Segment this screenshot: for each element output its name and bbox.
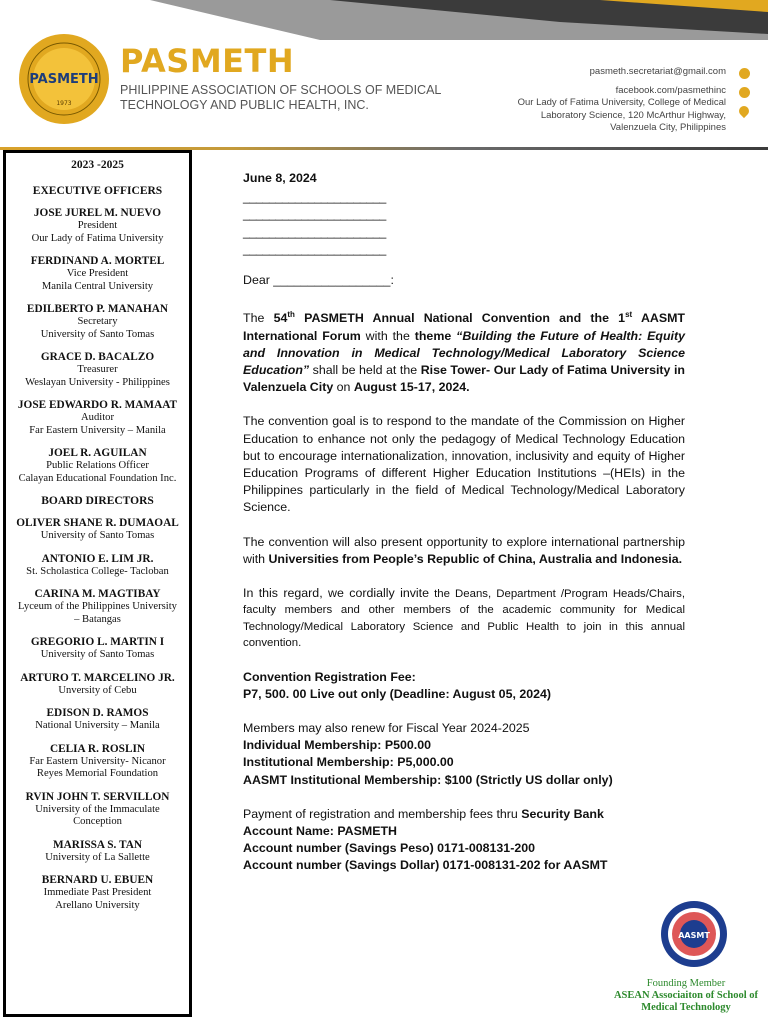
director-entry — [6, 636, 189, 662]
officer-entry — [6, 351, 189, 389]
director-entry — [6, 517, 189, 543]
aasmt-logo — [660, 900, 728, 968]
letter-date: June 8, 2024 — [243, 171, 317, 185]
founding-member-note — [606, 978, 766, 1014]
director-school: St. Scholastica College- Tacloban — [26, 565, 169, 577]
registration-fee-block — [243, 669, 685, 703]
paragraph-convention: The 54th PASMETH Annual National Convention and the 1st AASMT International Forum with the theme “Building the Future of Health: Equity and Innovation in Medical Technology/Medical Laboratory Science Education” shall be held at the Rise Tower- Our Lady of Fatima University in Valenzuela City on August 15-17, 2024. — [243, 310, 685, 395]
director-role: Immediate Past President — [43, 887, 152, 898]
aasmt-logo-text: AASMT — [678, 931, 710, 940]
director-name: CARINA M. MAGTIBAY — [34, 588, 161, 600]
director-entry — [6, 707, 189, 733]
director-school: Unversity of Cebu — [58, 684, 137, 696]
officer-role: Public Relations Officer — [46, 460, 149, 471]
director-name: MARISSA S. TAN — [52, 838, 143, 851]
account-peso: Account number (Savings Peso) 0171-008131-200 — [243, 841, 535, 856]
contact-block — [486, 66, 726, 135]
paragraph-invitation: In this regard, we cordially invite the Deans, Department /Program Heads/Chairs, faculty members and other members of the academic community for Medical Technology/Medical Laboratory Science and Public Health to join in this annual convention. — [243, 585, 685, 650]
officer-name: FERDINAND A. MORTEL — [30, 255, 165, 267]
contact-address-3: Valenzuela City, Philippines — [610, 122, 726, 133]
account-name: Account Name: PASMETH — [243, 824, 397, 839]
salutation: Dear _________________: — [243, 273, 394, 288]
director-name: BERNARD U. EBUEN — [41, 874, 154, 886]
officer-school: Far Eastern University – Manila — [29, 424, 166, 436]
account-dollar: Account number (Savings Dollar) 0171-008131-202 for AASMT — [243, 858, 608, 873]
officer-role: Treasurer — [77, 364, 118, 375]
director-name: ARTURO T. MARCELINO JR. — [20, 671, 175, 684]
paragraph-goal: The convention goal is to respond to the mandate of the Commission on Higher Education to enhance not only the pedagogy of Medical Technology Education but to encourage internationalization, innovation, inclusivity and equity of Higher Education Programs of different Higher Education Institutions –(HEIs) in the Philippines particularly in the field of Medical Technology/Medical Laboratory Science. — [243, 414, 685, 515]
officer-name: JOSE JUREL M. NUEVO — [33, 207, 162, 219]
address-blank-line: ______________________ — [243, 207, 386, 222]
officer-school: Weslayan University - Philippines — [25, 376, 170, 388]
email-icon — [739, 68, 750, 79]
director-school-cont: Reyes Memorial Foundation — [36, 768, 159, 779]
director-school: University of Santo Tomas — [40, 649, 155, 660]
director-entry — [6, 874, 189, 912]
director-school: National University – Manila — [35, 720, 160, 731]
officer-school: Calayan Educational Foundation Inc. — [18, 472, 177, 484]
letter-body — [243, 170, 685, 892]
location-pin-icon — [737, 104, 751, 118]
logo-text: PASMETH — [29, 72, 99, 87]
director-school: University of the Immaculate — [35, 803, 160, 815]
director-entry — [6, 839, 189, 865]
officer-entry — [6, 207, 189, 245]
fee-line: P7, 500. 00 Live out only (Deadline: August 05, 2024) — [243, 686, 552, 701]
officer-entry — [6, 255, 189, 293]
board-directors-heading: BOARD DIRECTORS — [41, 495, 154, 507]
director-name: EDISON D. RAMOS — [46, 707, 149, 719]
logo-year: 1973 — [56, 100, 72, 107]
director-school: Far Eastern University- Nicanor — [29, 755, 166, 767]
officer-entry — [6, 399, 189, 437]
officer-name: EDILBERTO P. MANAHAN — [26, 303, 169, 315]
officer-school: Manila Central University — [41, 280, 154, 292]
director-name: ANTONIO E. LIM JR. — [41, 552, 154, 565]
facebook-icon — [739, 87, 750, 98]
founding-line-2: ASEAN Associaiton of School of Medical Technology — [613, 990, 759, 1013]
header-decoration — [0, 0, 768, 40]
director-school: Lyceum of the Philippines University — [18, 601, 177, 612]
membership-block — [243, 720, 685, 789]
institutional-membership: Institutional Membership: P5,000.00 — [243, 755, 454, 770]
officer-name: GRACE D. BACALZO — [40, 351, 155, 363]
director-entry — [6, 553, 189, 579]
pasmeth-logo — [18, 33, 110, 125]
officer-role: President — [77, 220, 118, 231]
officer-name: JOEL R. AGUILAN — [48, 447, 147, 459]
director-entry — [6, 672, 189, 698]
officer-role: Auditor — [81, 412, 114, 423]
contact-facebook[interactable]: facebook.com/pasmethinc — [615, 84, 726, 96]
individual-membership: Individual Membership: P500.00 — [243, 738, 431, 753]
director-name: RVIN JOHN T. SERVILLON — [25, 790, 170, 803]
org-name: PASMETH — [120, 42, 295, 80]
contact-email[interactable]: pasmeth.secretariat@gmail.com — [589, 66, 726, 77]
officer-entry — [6, 303, 189, 341]
officer-school: Our Lady of Fatima University — [31, 232, 164, 244]
director-entry — [6, 743, 189, 781]
director-entry — [6, 588, 189, 626]
officers-sidebar — [3, 150, 192, 1017]
org-full-name: PHILIPPINE ASSOCIATION OF SCHOOLS OF MEDICAL TECHNOLOGY AND PUBLIC HEALTH, INC. — [120, 83, 441, 112]
officer-name: JOSE EDWARDO R. MAMAAT — [17, 399, 178, 411]
director-entry — [6, 791, 189, 829]
officer-school: University of Santo Tomas — [40, 328, 155, 340]
officer-role: Secretary — [77, 316, 118, 327]
aasmt-membership: AASMT Institutional Membership: $100 (Strictly US dollar only) — [243, 772, 613, 787]
director-school-cont: Conception — [73, 816, 122, 827]
executive-officers-heading: EXECUTIVE OFFICERS — [32, 185, 163, 197]
director-name: OLIVER SHANE R. DUMAOAL — [16, 517, 179, 529]
director-name: CELIA R. ROSLIN — [49, 742, 146, 755]
officer-role: Vice President — [66, 268, 129, 279]
sidebar-term: 2023 -2025 — [71, 159, 124, 171]
renewal-text: Members may also renew for Fiscal Year 2024-2025 — [243, 721, 530, 736]
officer-entry — [6, 447, 189, 485]
director-name: GREGORIO L. MARTIN I — [30, 636, 165, 648]
address-blank-line: ______________________ — [243, 190, 386, 205]
director-school: University of Santo Tomas — [40, 530, 155, 541]
director-school: University of La Sallette — [45, 851, 150, 863]
paragraph-partnership: The convention will also present opportunity to explore international partnership with Universities from People’s Republic of China, Australia and Indonesia. — [243, 534, 685, 566]
address-blank-line: ______________________ — [243, 224, 386, 239]
address-blank-line: ______________________ — [243, 241, 386, 256]
director-school-cont: – Batangas — [74, 613, 121, 625]
payment-block — [243, 806, 685, 875]
contact-address-1: Our Lady of Fatima University, College of Medical — [517, 97, 726, 108]
director-school: Arellano University — [55, 899, 140, 911]
founding-line-1: Founding Member — [646, 978, 726, 989]
fee-heading: Convention Registration Fee: — [243, 669, 416, 684]
contact-address-2: Laboratory Science, 120 McArthur Highway, — [540, 109, 726, 121]
payment-text: Payment of registration and membership fees thru Security Bank — [243, 806, 604, 821]
